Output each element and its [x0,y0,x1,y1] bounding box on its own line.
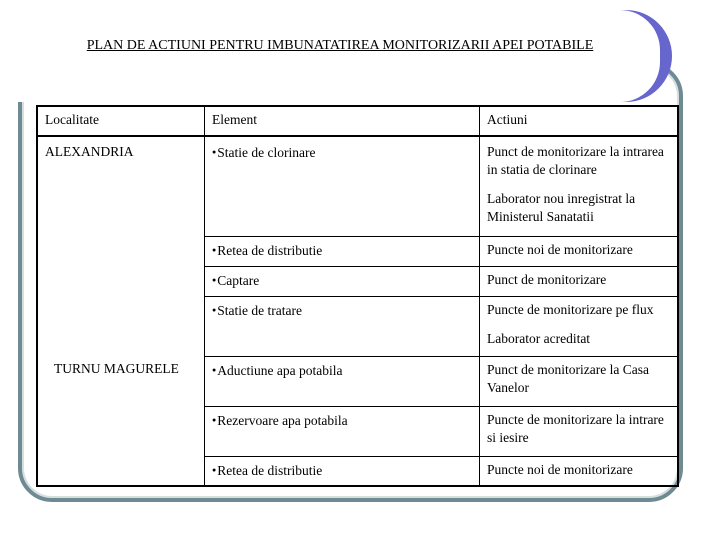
cell-actiune: Puncte de monitorizare pe flux [480,296,679,326]
table-row [37,236,678,266]
cell-actiune: Laborator nou inregistrat la Ministerul Sanatatii [480,186,679,236]
cell-localitate: ALEXANDRIA [45,144,134,159]
cell-element-text: ● Retea de distributie [212,243,322,258]
cell-actiune: Laborator acreditat [480,326,679,356]
cell-element [205,296,480,326]
table-row [37,266,678,296]
table-row [37,456,678,486]
table-row [37,406,678,456]
cell-actiune: Puncte noi de monitorizare [480,456,679,486]
table-row [37,296,678,326]
cell-element-text: ● Captare [212,273,259,288]
cell-element-text: ● Statie de tratare [212,303,302,318]
cell-localitate: TURNU MAGURELE [54,361,179,376]
cell-element-text: ● Rezervoare apa potabila [212,413,348,428]
cell-element-text: ● Statie de clorinare [212,145,315,160]
cell-actiune: Punct de monitorizare la intrarea in statia de clorinare [480,136,679,186]
cell-element [205,356,480,406]
table-row [37,136,678,186]
cell-actiune: Puncte de monitorizare la intrare si iesire [480,406,679,456]
action-plan-table [36,105,679,487]
cell-actiune: Punct de monitorizare [480,266,679,296]
header-actiuni: Actiuni [480,106,679,136]
title-banner-inner [0,10,660,102]
table-header-row [37,106,678,136]
table-row [37,356,678,406]
cell-element [205,236,480,266]
header-localitate: Localitate [37,106,205,136]
cell-element-text: ● Aductiune apa potabila [212,363,342,378]
cell-element [205,406,480,456]
table-row [37,326,678,356]
cell-actiune: Punct de monitorizare la Casa Vanelor [480,356,679,406]
cell-element-text: ● Retea de distributie [212,463,322,478]
table-row [37,186,678,236]
cell-element [205,456,480,486]
cell-actiune: Puncte noi de monitorizare [480,236,679,266]
cell-element [205,136,480,186]
title-banner [0,10,672,102]
header-element: Element [205,106,480,136]
page-title: PLAN DE ACTIUNI PENTRU IMBUNATATIREA MONITORIZARII APEI POTABILE [86,38,594,53]
cell-element [205,266,480,296]
